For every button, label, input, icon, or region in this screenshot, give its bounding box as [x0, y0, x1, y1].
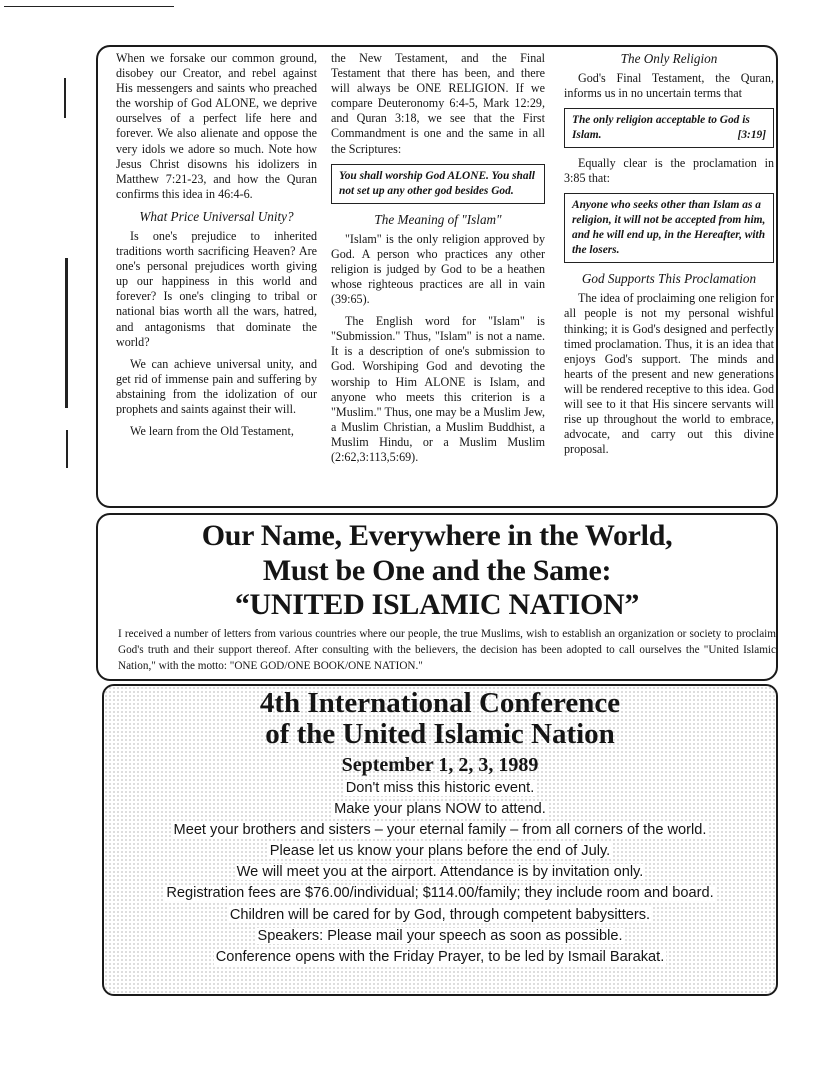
banner-headline: “UNITED ISLAMIC NATION”: [234, 588, 640, 621]
banner-body: I received a number of letters from various countries where our people, the true Muslims, wish to establish an organization or society to proclaim God's truth and their support thereof. After consulting with the believers, the decision has been adopted to call ourselves the "United Islamic Nation," with the motto: "ONE GOD/ONE BOOK/ONE NATION.": [118, 628, 776, 672]
conference-line: Make your plans NOW to attend.: [334, 801, 546, 818]
name-announcement-banner: [96, 513, 778, 681]
body-paragraph: When we forsake our common ground, disobey our Creator, and rebel against His messengers and saints who preached the worship of God ALONE, we deprive ourselves of a perfect life here and forever. We also alienate and oppose the very idols we adore so much. Note how Jesus Christ disowns his idolizers in Matthew 7:21-23, and how the Quran confirms this idea in 46:4-6.: [116, 51, 317, 201]
conference-line: Meet your brothers and sisters – your eternal family – from all corners of the world.: [173, 822, 707, 839]
conference-line: Children will be cared for by God, through competent babysitters.: [229, 906, 651, 923]
article-column-2: [331, 51, 545, 472]
body-paragraph: The idea of proclaiming one religion for all people is not my personal wishful thinking; it is God's designed and perfectly timed proclamation. Thus, it is an idea that enjoys God's support. The minds and hearts of the present and new generations will be rendered receptive to this idea. God will see to it that His sincere servants will rise up throughout the world to embrace, advocate, and carry out this divine proposal.: [564, 291, 774, 457]
section-heading: God Supports This Proclamation: [581, 271, 757, 287]
scan-margin-mark: [64, 78, 66, 118]
conference-line: Speakers: Please mail your speech as soon as possible.: [257, 927, 623, 944]
conference-title: of the United Islamic Nation: [265, 718, 615, 750]
conference-announcement: [102, 684, 778, 996]
quote-box: [564, 108, 774, 148]
quote-box: You shall worship God ALONE. You shall not set up any other god besides God.: [331, 164, 545, 204]
scan-margin-mark: [66, 430, 68, 468]
banner-headline: Our Name, Everywhere in the World,: [201, 519, 673, 552]
conference-line: We will meet you at the airport. Attendance is by invitation only.: [236, 864, 644, 881]
section-heading: The Only Religion: [620, 51, 718, 66]
article-column-1: [116, 51, 317, 446]
body-paragraph: "Islam" is the only religion approved by God. A person who practices any other religion is judged by God to be a heathen whose righteous practices are all in vain (39:65).: [331, 231, 545, 307]
body-paragraph: The English word for "Islam" is "Submission." Thus, "Islam" is not a name. It is a description of one's submission to God. Worshiping God and devoting the worship to Him ALONE is Islam, and anyone who meets this criterion is a "Muslim." Thus, one may be a Muslim Jew, a Muslim Christian, a Muslim Buddhist, a Muslim Hindu, or a Muslim Muslim (2:62,3:113,5:69).: [331, 314, 545, 464]
article-column-3: [564, 51, 774, 464]
body-paragraph: the New Testament, and the Final Testament that there has been, and there will always be ONE RELIGION. If we compare Deuteronomy 6:4-5, Mark 12:29, and Quran 3:18, we see that the First Commandment is one and the same in all the Scriptures:: [331, 51, 545, 156]
quote-box: Anyone who seeks other than Islam as a religion, it will not be accepted from him, and he will end up, in the Hereafter, with the losers.: [564, 193, 774, 263]
section-heading: The Meaning of "Islam": [374, 211, 502, 227]
conference-date: September 1, 2, 3, 1989: [341, 754, 539, 776]
section-heading: What Price Universal Unity?: [139, 208, 294, 224]
conference-title: 4th International Conference: [259, 687, 621, 719]
body-paragraph: Is one's prejudice to inherited traditions worth sacrificing Heaven? Are one's personal prejudices worth giving up our happiness in this world and forever? Is one's clinging to tribal or national bias worth all the wars, hatred, and antagonisms that dominate the world?: [116, 228, 317, 349]
body-paragraph: God's Final Testament, the Quran, informs us in no uncertain terms that: [564, 71, 774, 101]
conference-line: Conference opens with the Friday Prayer, to be led by Ismail Barakat.: [215, 948, 665, 965]
body-paragraph: We can achieve universal unity, and get rid of immense pain and suffering by abstaining from the idolization of our prophets and saints against their will.: [116, 356, 317, 416]
body-paragraph: Equally clear is the proclamation in 3:85 that:: [564, 156, 774, 186]
scan-margin-mark: [65, 258, 68, 408]
article-frame: [96, 45, 778, 508]
conference-line: Registration fees are $76.00/individual; $114.00/family; they include room and board.: [166, 885, 714, 902]
top-rule: [4, 6, 174, 7]
banner-headline: Must be One and the Same:: [262, 553, 612, 587]
conference-line: Please let us know your plans before the end of July.: [269, 843, 611, 860]
body-paragraph: We learn from the Old Testament,: [130, 424, 294, 439]
verse-reference: [3:19]: [737, 129, 766, 142]
conference-line: Don't miss this historic event.: [345, 780, 535, 796]
quote-text: The only religion acceptable to God is Islam.: [572, 114, 750, 142]
